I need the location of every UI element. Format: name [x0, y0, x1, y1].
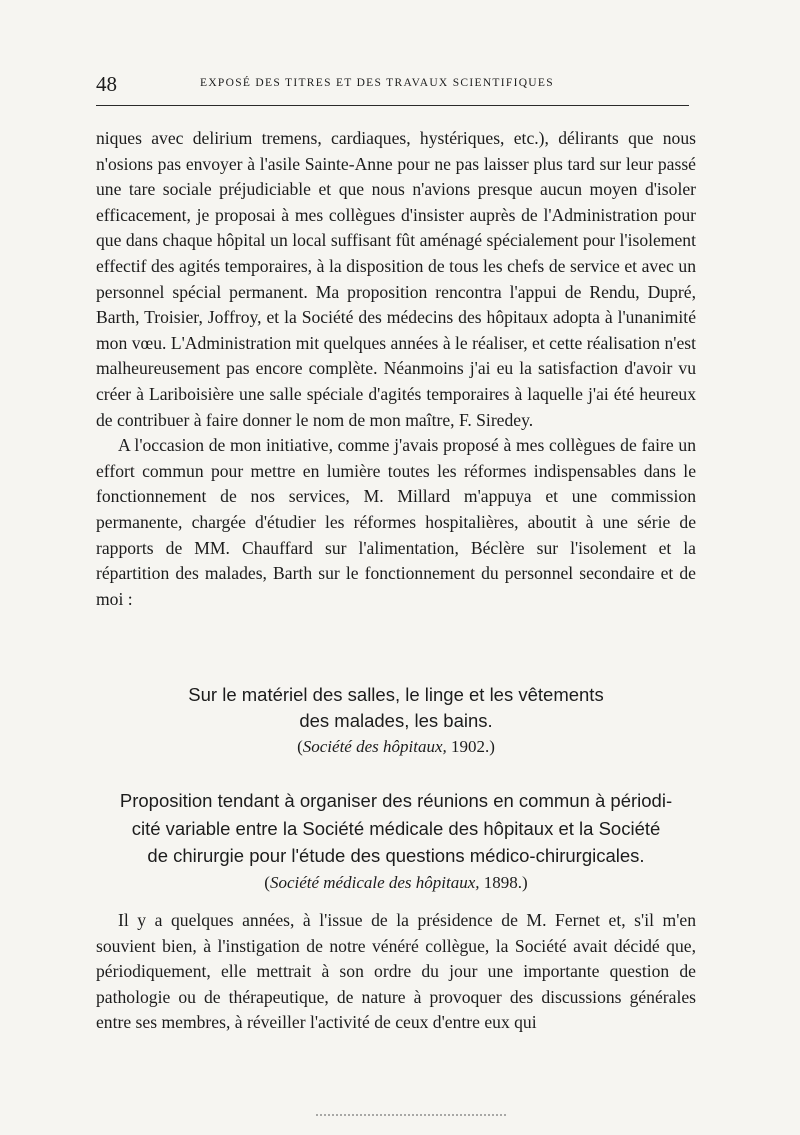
- section-title-line: cité variable entre la Société médicale des hôpitaux et la Société: [131, 817, 661, 839]
- source-society: Société médicale des hôpitaux,: [269, 872, 480, 892]
- running-title: EXPOSÉ DES TITRES ET DES TRAVAUX SCIENTIFIQUES: [200, 77, 554, 89]
- section-title: [96, 787, 696, 870]
- source-year: 1902.: [451, 737, 490, 756]
- section-title: [96, 682, 696, 734]
- body-text-top: [96, 126, 696, 612]
- paragraph-commission: A l'occasion de mon initiative, comme j'avais proposé à mes collègues de faire un effort commun pour mettre en lumière toutes les réformes indispensables dans le fonctionnement de nos services, M. Millard m'appuya et une commission permanente, chargée d'étudier les réformes hospitalières, aboutit à une série de rapports de MM. Chauffard sur l'alimentation, Béclère sur l'isolement et la répartition des malades, Barth sur le fonctionnement du personnel secondaire et de moi :: [96, 435, 696, 609]
- page-header: [96, 72, 690, 102]
- page-number: 48: [96, 72, 117, 96]
- section-source: (Société des hôpitaux, 1902.): [297, 737, 495, 756]
- section-materiel-des-salles: [96, 682, 696, 758]
- section-title-line: Sur le matériel des salles, le linge et les vêtements: [188, 684, 604, 705]
- body-text-bottom: [96, 908, 696, 1036]
- paragraph-isolation: niques avec delirium tremens, cardiaques, hystériques, etc.), délirants que nous n'osions pas envoyer à l'asile Sainte-Anne pour ne pas laisser plus tard sur leur passé une tare sociale préjudiciable et que nous n'avions presque aucun moyen d'isoler efficacement, je proposai à mes collègues d'insister auprès de l'Administration pour que dans chaque hôpital un local suffisant fût aménagé spécialement pour l'isolement effectif des agités temporaires, à la disposition de tous les chefs de service et avec un personnel spécial permanent. Ma proposition rencontra l'appui de Rendu, Dupré, Barth, Troisier, Joffroy, et la Société des médecins des hôpitaux adopta à l'unanimité mon vœu. L'Administration mit quelques années à le réaliser, et cette réalisation n'est malheureusement pas encore complète. Néanmoins j'ai eu la satisfaction d'avoir vu créer à Lariboisière une salle spéciale d'agités temporaires à laquelle j'ai été heureux de contribuer à faire donner le nom de mon maître, F. Siredey.: [96, 128, 696, 430]
- paragraph-fernet: Il y a quelques années, à l'issue de la présidence de M. Fernet et, s'il m'en souvient bien, à l'instigation de notre vénéré collègue, la Société avait décidé que, périodiquement, elle mettrait à son ordre du jour une importante question de pathologie ou de thérapeutique, de nature à provoquer des discussions générales entre ses membres, à réveiller l'activité de ceux d'entre eux qui: [96, 910, 696, 1033]
- section-proposition-reunions: [96, 787, 696, 894]
- header-rule: [96, 105, 689, 106]
- source-year: 1898.: [483, 872, 523, 892]
- section-title-line: de chirurgie pour l'étude des questions médico-chirurgicales.: [147, 845, 645, 866]
- section-title-line: Proposition tendant à organiser des réunions en commun à périodi-: [119, 790, 673, 811]
- section-title-line: des malades, les bains.: [299, 710, 493, 731]
- source-society: Société des hôpitaux,: [302, 737, 447, 756]
- section-source: (Société médicale des hôpitaux, 1898.): [264, 872, 528, 892]
- footer-print-mark: [316, 1114, 506, 1119]
